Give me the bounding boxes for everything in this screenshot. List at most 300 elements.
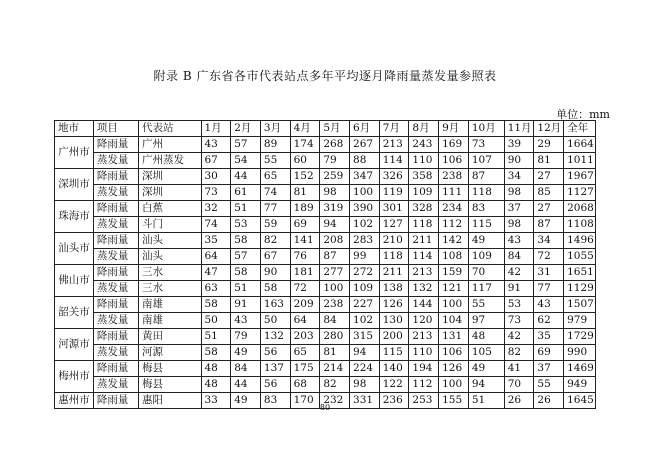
month-value-cell: 44 — [231, 377, 261, 393]
table-row — [55, 153, 596, 169]
month-value-cell: 174 — [290, 137, 320, 153]
month-value-cell: 234 — [439, 201, 469, 217]
month-value-cell: 112 — [439, 217, 469, 233]
month-value-cell: 39 — [504, 137, 534, 153]
month-value-cell: 97 — [468, 313, 504, 329]
table-row — [55, 233, 596, 249]
annual-total-cell: 1729 — [564, 329, 596, 345]
column-header: 3月 — [260, 121, 290, 137]
month-value-cell: 81 — [320, 345, 350, 361]
month-value-cell: 73 — [504, 313, 534, 329]
month-value-cell: 114 — [379, 153, 409, 169]
month-value-cell: 155 — [439, 393, 469, 409]
month-value-cell: 70 — [504, 377, 534, 393]
month-value-cell: 110 — [409, 345, 439, 361]
month-value-cell: 61 — [231, 185, 261, 201]
month-value-cell: 81 — [290, 185, 320, 201]
month-value-cell: 64 — [201, 249, 231, 265]
month-value-cell: 110 — [409, 153, 439, 169]
month-value-cell: 26 — [504, 393, 534, 409]
month-value-cell: 272 — [350, 265, 380, 281]
month-value-cell: 98 — [350, 377, 380, 393]
month-value-cell: 85 — [534, 185, 564, 201]
item-cell: 降雨量 — [93, 201, 138, 217]
month-value-cell: 358 — [409, 169, 439, 185]
month-value-cell: 82 — [320, 377, 350, 393]
month-value-cell: 117 — [468, 281, 504, 297]
month-value-cell: 49 — [231, 393, 261, 409]
month-value-cell: 42 — [504, 329, 534, 345]
month-value-cell: 41 — [504, 361, 534, 377]
month-value-cell: 27 — [534, 201, 564, 217]
month-value-cell: 126 — [379, 297, 409, 313]
month-value-cell: 65 — [260, 169, 290, 185]
item-cell: 蒸发量 — [93, 313, 138, 329]
column-header: 5月 — [320, 121, 350, 137]
month-value-cell: 30 — [201, 169, 231, 185]
month-value-cell: 43 — [504, 233, 534, 249]
month-value-cell: 121 — [439, 281, 469, 297]
month-value-cell: 84 — [504, 249, 534, 265]
month-value-cell: 72 — [534, 249, 564, 265]
month-value-cell: 43 — [201, 137, 231, 153]
month-value-cell: 91 — [504, 281, 534, 297]
month-value-cell: 77 — [534, 281, 564, 297]
station-cell: 南雄 — [139, 297, 202, 313]
month-value-cell: 236 — [379, 393, 409, 409]
month-value-cell: 47 — [201, 265, 231, 281]
month-value-cell: 58 — [260, 281, 290, 297]
month-value-cell: 76 — [290, 249, 320, 265]
month-value-cell: 112 — [409, 377, 439, 393]
month-value-cell: 74 — [201, 217, 231, 233]
month-value-cell: 109 — [468, 249, 504, 265]
month-value-cell: 227 — [350, 297, 380, 313]
station-cell: 三水 — [139, 265, 202, 281]
month-value-cell: 88 — [350, 153, 380, 169]
month-value-cell: 35 — [201, 233, 231, 249]
month-value-cell: 34 — [504, 169, 534, 185]
month-value-cell: 72 — [290, 281, 320, 297]
month-value-cell: 79 — [231, 329, 261, 345]
month-value-cell: 232 — [320, 393, 350, 409]
month-value-cell: 104 — [439, 313, 469, 329]
station-cell: 梅县 — [139, 361, 202, 377]
item-cell: 蒸发量 — [93, 281, 138, 297]
station-cell: 汕头 — [139, 249, 202, 265]
month-value-cell: 122 — [379, 377, 409, 393]
header-row — [55, 121, 596, 137]
month-value-cell: 44 — [231, 169, 261, 185]
month-value-cell: 56 — [260, 377, 290, 393]
rainfall-evaporation-table — [54, 120, 596, 409]
month-value-cell: 100 — [320, 281, 350, 297]
month-value-cell: 63 — [201, 281, 231, 297]
month-value-cell: 35 — [534, 329, 564, 345]
station-cell: 深圳 — [139, 169, 202, 185]
month-value-cell: 81 — [534, 153, 564, 169]
station-cell: 白蕉 — [139, 201, 202, 217]
month-value-cell: 74 — [260, 185, 290, 201]
station-cell: 三水 — [139, 281, 202, 297]
month-value-cell: 69 — [290, 217, 320, 233]
month-value-cell: 58 — [201, 345, 231, 361]
month-value-cell: 89 — [260, 137, 290, 153]
month-value-cell: 94 — [468, 377, 504, 393]
month-value-cell: 49 — [468, 361, 504, 377]
annual-total-cell: 1469 — [564, 361, 596, 377]
month-value-cell: 100 — [350, 185, 380, 201]
month-value-cell: 115 — [468, 217, 504, 233]
month-value-cell: 99 — [350, 249, 380, 265]
month-value-cell: 32 — [201, 201, 231, 217]
station-cell: 广州 — [139, 137, 202, 153]
month-value-cell: 26 — [534, 393, 564, 409]
annual-total-cell: 1967 — [564, 169, 596, 185]
month-value-cell: 67 — [260, 249, 290, 265]
column-header: 1月 — [201, 121, 231, 137]
item-cell: 蒸发量 — [93, 217, 138, 233]
column-header: 4月 — [290, 121, 320, 137]
month-value-cell: 120 — [409, 313, 439, 329]
month-value-cell: 98 — [504, 217, 534, 233]
month-value-cell: 79 — [320, 153, 350, 169]
month-value-cell: 100 — [439, 377, 469, 393]
month-value-cell: 53 — [504, 297, 534, 313]
month-value-cell: 169 — [439, 137, 469, 153]
station-cell: 惠阳 — [139, 393, 202, 409]
month-value-cell: 283 — [350, 233, 380, 249]
month-value-cell: 106 — [439, 345, 469, 361]
city-cell: 深圳市 — [55, 169, 94, 201]
month-value-cell: 243 — [409, 137, 439, 153]
month-value-cell: 56 — [260, 345, 290, 361]
month-value-cell: 114 — [409, 249, 439, 265]
month-value-cell: 253 — [409, 393, 439, 409]
month-value-cell: 106 — [439, 153, 469, 169]
month-value-cell: 51 — [201, 329, 231, 345]
month-value-cell: 390 — [350, 201, 380, 217]
station-cell: 深圳 — [139, 185, 202, 201]
month-value-cell: 152 — [290, 169, 320, 185]
annual-total-cell: 1108 — [564, 217, 596, 233]
month-value-cell: 91 — [231, 297, 261, 313]
column-header: 10月 — [468, 121, 504, 137]
month-value-cell: 107 — [468, 153, 504, 169]
item-cell: 降雨量 — [93, 361, 138, 377]
column-header: 全年 — [564, 121, 596, 137]
table-row — [55, 185, 596, 201]
month-value-cell: 189 — [290, 201, 320, 217]
city-cell: 惠州市 — [55, 393, 94, 409]
month-value-cell: 203 — [290, 329, 320, 345]
column-header: 项目 — [93, 121, 138, 137]
station-cell: 广州蒸发 — [139, 153, 202, 169]
month-value-cell: 280 — [320, 329, 350, 345]
month-value-cell: 175 — [290, 361, 320, 377]
annual-total-cell: 1127 — [564, 185, 596, 201]
month-value-cell: 50 — [260, 313, 290, 329]
month-value-cell: 144 — [409, 297, 439, 313]
station-cell: 斗门 — [139, 217, 202, 233]
table-row — [55, 377, 596, 393]
month-value-cell: 140 — [379, 361, 409, 377]
month-value-cell: 224 — [350, 361, 380, 377]
item-cell: 降雨量 — [93, 137, 138, 153]
month-value-cell: 55 — [260, 153, 290, 169]
city-cell: 河源市 — [55, 329, 94, 361]
month-value-cell: 65 — [290, 345, 320, 361]
city-cell: 韶关市 — [55, 297, 94, 329]
month-value-cell: 55 — [534, 377, 564, 393]
month-value-cell: 43 — [534, 297, 564, 313]
month-value-cell: 210 — [379, 233, 409, 249]
month-value-cell: 109 — [350, 281, 380, 297]
table-row — [55, 137, 596, 153]
city-cell: 梅州市 — [55, 361, 94, 393]
month-value-cell: 94 — [350, 345, 380, 361]
item-cell: 蒸发量 — [93, 249, 138, 265]
month-value-cell: 64 — [290, 313, 320, 329]
month-value-cell: 83 — [468, 201, 504, 217]
table-row — [55, 329, 596, 345]
page-number: 80 — [319, 403, 331, 412]
item-cell: 降雨量 — [93, 233, 138, 249]
month-value-cell: 238 — [439, 169, 469, 185]
month-value-cell: 73 — [468, 137, 504, 153]
table-row — [55, 201, 596, 217]
month-value-cell: 82 — [260, 233, 290, 249]
item-cell: 蒸发量 — [93, 345, 138, 361]
annual-total-cell: 1645 — [564, 393, 596, 409]
month-value-cell: 159 — [439, 265, 469, 281]
month-value-cell: 49 — [468, 233, 504, 249]
month-value-cell: 68 — [290, 377, 320, 393]
month-value-cell: 37 — [504, 201, 534, 217]
month-value-cell: 87 — [468, 169, 504, 185]
month-value-cell: 211 — [409, 233, 439, 249]
month-value-cell: 213 — [409, 329, 439, 345]
item-cell: 降雨量 — [93, 329, 138, 345]
annual-total-cell: 1011 — [564, 153, 596, 169]
month-value-cell: 131 — [439, 329, 469, 345]
city-cell: 汕头市 — [55, 233, 94, 265]
month-value-cell: 141 — [290, 233, 320, 249]
column-header: 地市 — [55, 121, 94, 137]
month-value-cell: 326 — [379, 169, 409, 185]
item-cell: 降雨量 — [93, 265, 138, 281]
item-cell: 降雨量 — [93, 169, 138, 185]
month-value-cell: 49 — [231, 345, 261, 361]
month-value-cell: 126 — [439, 361, 469, 377]
month-value-cell: 55 — [468, 297, 504, 313]
city-cell: 珠海市 — [55, 201, 94, 233]
month-value-cell: 170 — [290, 393, 320, 409]
month-value-cell: 319 — [320, 201, 350, 217]
table-row — [55, 249, 596, 265]
month-value-cell: 118 — [409, 217, 439, 233]
month-value-cell: 315 — [350, 329, 380, 345]
month-value-cell: 70 — [468, 265, 504, 281]
month-value-cell: 100 — [439, 297, 469, 313]
month-value-cell: 58 — [231, 265, 261, 281]
month-value-cell: 137 — [260, 361, 290, 377]
month-value-cell: 90 — [260, 265, 290, 281]
month-value-cell: 98 — [504, 185, 534, 201]
month-value-cell: 115 — [379, 345, 409, 361]
month-value-cell: 73 — [201, 185, 231, 201]
annual-total-cell: 2068 — [564, 201, 596, 217]
month-value-cell: 29 — [534, 137, 564, 153]
month-value-cell: 58 — [231, 233, 261, 249]
month-value-cell: 213 — [409, 265, 439, 281]
table-row — [55, 361, 596, 377]
table-row — [55, 297, 596, 313]
month-value-cell: 48 — [201, 361, 231, 377]
annual-total-cell: 1651 — [564, 265, 596, 281]
month-value-cell: 259 — [320, 169, 350, 185]
month-value-cell: 31 — [534, 265, 564, 281]
month-value-cell: 90 — [504, 153, 534, 169]
table-row — [55, 217, 596, 233]
month-value-cell: 43 — [231, 313, 261, 329]
item-cell: 降雨量 — [93, 393, 138, 409]
month-value-cell: 57 — [231, 137, 261, 153]
month-value-cell: 109 — [409, 185, 439, 201]
month-value-cell: 331 — [350, 393, 380, 409]
month-value-cell: 102 — [350, 313, 380, 329]
page-title: 附录 B 广东省各市代表站点多年平均逐月降雨量蒸发量参照表 — [153, 69, 497, 83]
month-value-cell: 127 — [379, 217, 409, 233]
month-value-cell: 347 — [350, 169, 380, 185]
column-header: 7月 — [379, 121, 409, 137]
month-value-cell: 59 — [260, 217, 290, 233]
annual-total-cell: 1055 — [564, 249, 596, 265]
month-value-cell: 50 — [201, 313, 231, 329]
station-cell: 河源 — [139, 345, 202, 361]
table-row — [55, 281, 596, 297]
item-cell: 蒸发量 — [93, 377, 138, 393]
month-value-cell: 67 — [201, 153, 231, 169]
annual-total-cell: 1664 — [564, 137, 596, 153]
table-row — [55, 169, 596, 185]
month-value-cell: 105 — [468, 345, 504, 361]
month-value-cell: 51 — [231, 281, 261, 297]
month-value-cell: 213 — [379, 137, 409, 153]
month-value-cell: 34 — [534, 233, 564, 249]
month-value-cell: 132 — [409, 281, 439, 297]
station-cell: 南雄 — [139, 313, 202, 329]
month-value-cell: 77 — [260, 201, 290, 217]
month-value-cell: 277 — [320, 265, 350, 281]
month-value-cell: 27 — [534, 169, 564, 185]
month-value-cell: 84 — [320, 313, 350, 329]
month-value-cell: 194 — [409, 361, 439, 377]
month-value-cell: 53 — [231, 217, 261, 233]
month-value-cell: 87 — [534, 217, 564, 233]
month-value-cell: 130 — [379, 313, 409, 329]
month-value-cell: 118 — [468, 185, 504, 201]
annual-total-cell: 1496 — [564, 233, 596, 249]
column-header: 6月 — [350, 121, 380, 137]
item-cell: 降雨量 — [93, 297, 138, 313]
column-header: 2月 — [231, 121, 261, 137]
month-value-cell: 132 — [260, 329, 290, 345]
month-value-cell: 83 — [260, 393, 290, 409]
unit-label: 单位：mm — [556, 108, 610, 121]
column-header: 11月 — [504, 121, 534, 137]
month-value-cell: 84 — [231, 361, 261, 377]
month-value-cell: 87 — [320, 249, 350, 265]
month-value-cell: 48 — [468, 329, 504, 345]
month-value-cell: 82 — [504, 345, 534, 361]
month-value-cell: 138 — [379, 281, 409, 297]
month-value-cell: 33 — [201, 393, 231, 409]
station-cell: 汕头 — [139, 233, 202, 249]
month-value-cell: 214 — [320, 361, 350, 377]
annual-total-cell: 990 — [564, 345, 596, 361]
item-cell: 蒸发量 — [93, 185, 138, 201]
month-value-cell: 119 — [379, 185, 409, 201]
month-value-cell: 42 — [504, 265, 534, 281]
month-value-cell: 94 — [320, 217, 350, 233]
month-value-cell: 51 — [231, 201, 261, 217]
station-cell: 黄田 — [139, 329, 202, 345]
month-value-cell: 69 — [534, 345, 564, 361]
month-value-cell: 58 — [201, 297, 231, 313]
month-value-cell: 108 — [439, 249, 469, 265]
month-value-cell: 238 — [320, 297, 350, 313]
month-value-cell: 268 — [320, 137, 350, 153]
item-cell: 蒸发量 — [93, 153, 138, 169]
month-value-cell: 163 — [260, 297, 290, 313]
station-cell: 梅县 — [139, 377, 202, 393]
month-value-cell: 328 — [409, 201, 439, 217]
month-value-cell: 209 — [290, 297, 320, 313]
month-value-cell: 181 — [290, 265, 320, 281]
column-header: 8月 — [409, 121, 439, 137]
column-header: 代表站 — [139, 121, 202, 137]
city-cell: 广州市 — [55, 137, 94, 169]
annual-total-cell: 1507 — [564, 297, 596, 313]
month-value-cell: 142 — [439, 233, 469, 249]
city-cell: 佛山市 — [55, 265, 94, 297]
annual-total-cell: 1129 — [564, 281, 596, 297]
month-value-cell: 60 — [290, 153, 320, 169]
table-row — [55, 345, 596, 361]
table-row — [55, 313, 596, 329]
month-value-cell: 267 — [350, 137, 380, 153]
annual-total-cell: 949 — [564, 377, 596, 393]
month-value-cell: 51 — [468, 393, 504, 409]
month-value-cell: 48 — [201, 377, 231, 393]
annual-total-cell: 979 — [564, 313, 596, 329]
month-value-cell: 211 — [379, 265, 409, 281]
month-value-cell: 98 — [320, 185, 350, 201]
month-value-cell: 57 — [231, 249, 261, 265]
month-value-cell: 37 — [534, 361, 564, 377]
month-value-cell: 301 — [379, 201, 409, 217]
month-value-cell: 200 — [379, 329, 409, 345]
column-header: 12月 — [534, 121, 564, 137]
column-header: 9月 — [439, 121, 469, 137]
table-row — [55, 265, 596, 281]
month-value-cell: 111 — [439, 185, 469, 201]
month-value-cell: 62 — [534, 313, 564, 329]
month-value-cell: 118 — [379, 249, 409, 265]
month-value-cell: 102 — [350, 217, 380, 233]
month-value-cell: 208 — [320, 233, 350, 249]
